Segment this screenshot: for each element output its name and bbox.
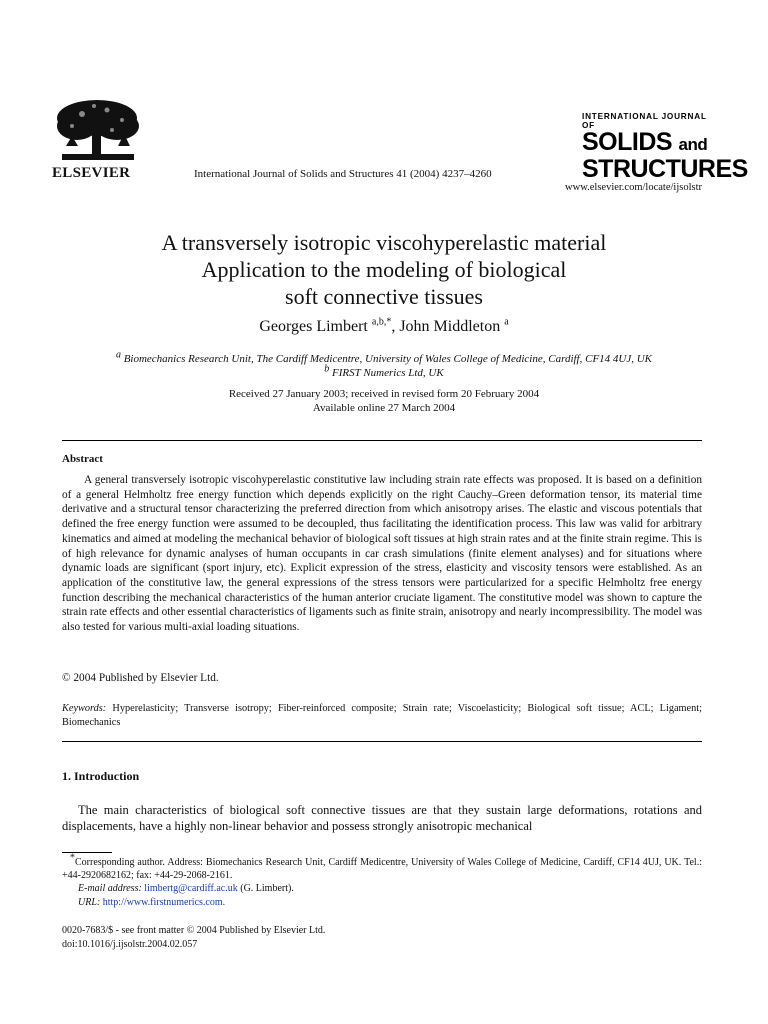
title-line-1: A transversely isotropic viscohyperelastic material [161, 230, 607, 255]
abstract-copyright: © 2004 Published by Elsevier Ltd. [62, 672, 219, 684]
footnote-text: Corresponding author. Address: Biomechanics Research Unit, Cardiff Medicentre, University of Wales College of Medicine, Cardiff, CF14 4UJ, UK. Tel.: +44-2920682162; fax: +44-29-2068-2161. [62, 857, 702, 881]
email-suffix: (G. Limbert). [240, 883, 294, 894]
email-label: E-mail address: [78, 883, 142, 894]
journal-logo [582, 112, 748, 183]
author-2-affiliation: a [504, 316, 509, 328]
url-link[interactable]: http://www.firstnumerics.com. [102, 897, 226, 908]
keywords-list: Hyperelasticity; Transverse isotropy; Fiber-reinforced composite; Strain rate; Viscoelasticity; Biological soft tissue; ACL; Ligament; Biomechanics [62, 703, 702, 728]
affiliation-a: Biomechanics Research Unit, The Cardiff Medicentre, University of Wales College of Medicine, Cardiff, CF14 4UJ, UK [123, 353, 653, 365]
affil-a-mark: a [115, 349, 121, 361]
abstract-heading: Abstract [62, 453, 103, 465]
journal-citation: International Journal of Solids and Structures 41 (2004) 4237–4260 [194, 168, 492, 180]
footnote-email [62, 883, 294, 894]
journal-logo-line1: INTERNATIONAL JOURNAL OF [582, 112, 707, 130]
journal-logo-solids: SOLIDS [582, 128, 673, 156]
divider-bottom [62, 741, 702, 742]
available-date: Available online 27 March 2004 [312, 402, 456, 414]
author-1: Georges Limbert [259, 318, 368, 335]
journal-logo-and: and [678, 135, 708, 154]
footnote-mark: * [70, 852, 75, 864]
section-heading-introduction: 1. Introduction [62, 769, 140, 783]
received-date: Received 27 January 2003; received in revised form 20 February 2004 [228, 388, 540, 400]
title-line-2: Application to the modeling of biological [201, 257, 567, 282]
affil-b-mark: b [324, 363, 330, 375]
abstract-body: A general transversely isotropic viscohyperelastic constitutive law including strain rate effects was proposed. It is based on a definition of a general Helmholtz free energy function which depends explicitly on the right Cauchy–Green deformation tensor, its material time derivative and a structural tensor characterizing the preferred direction from which anisotropy arises. The elastic and viscous potentials that defined the free energy function were assumed to be decoupled, thus facilitating the identification process. This law was valid for arbitrary kinematics and aimed at modeling the mechanical behavior of biological soft tissues at high strain rates and at the finite strain regime. This is of high relevance for dynamic analyses of human occupants in car crash simulations (finite element analyses) and for situations where dynamic loads are significant (sport injury, etc). Explicit expression of the stress, elasticity and viscosity tensors were established. As an application of the constitutive law, the general expressions of the stress tensors were particularized for a specific Helmholtz free energy function describing the mechanical characteristics of the human anterior cruciate ligament. The constitutive model was shown to capture the strain rate effects and other essential characteristics of ligaments such as finite strain, anisotropy and nearly incompressibility. The model was also tested for various multi-axial loading situations. [62, 474, 702, 634]
article-title [60, 229, 708, 310]
journal-logo-structures: STRUCTURES [582, 155, 748, 183]
title-line-3: soft connective tissues [285, 284, 483, 309]
issn-line: 0020-7683/$ - see front matter © 2004 Published by Elsevier Ltd. [62, 925, 326, 936]
affiliation-b: FIRST Numerics Ltd, UK [332, 367, 444, 379]
footnote-url [62, 897, 225, 908]
author-2: , John Middleton [391, 318, 501, 335]
author-list [60, 318, 708, 336]
doi-line: doi:10.1016/j.ijsolstr.2004.02.057 [62, 939, 198, 950]
keywords-label: Keywords: [62, 703, 107, 714]
publisher-name: ELSEVIER [52, 165, 131, 181]
introduction-body: The main characteristics of biological soft connective tissues are that they sustain large deformations, rotations and displacements, have a highly non-linear behavior and possess strongly anisotropic mechanical [62, 803, 702, 833]
journal-url[interactable]: www.elsevier.com/locate/ijsolstr [565, 182, 702, 193]
email-link[interactable]: limbertg@cardiff.ac.uk [144, 883, 238, 894]
article-dates [60, 387, 708, 415]
footnote-corresponding [62, 852, 702, 882]
keywords [62, 702, 702, 729]
author-1-affiliation: a,b,* [371, 316, 392, 328]
divider-top [62, 440, 702, 441]
affiliations [60, 349, 708, 380]
url-label: URL: [78, 897, 101, 908]
